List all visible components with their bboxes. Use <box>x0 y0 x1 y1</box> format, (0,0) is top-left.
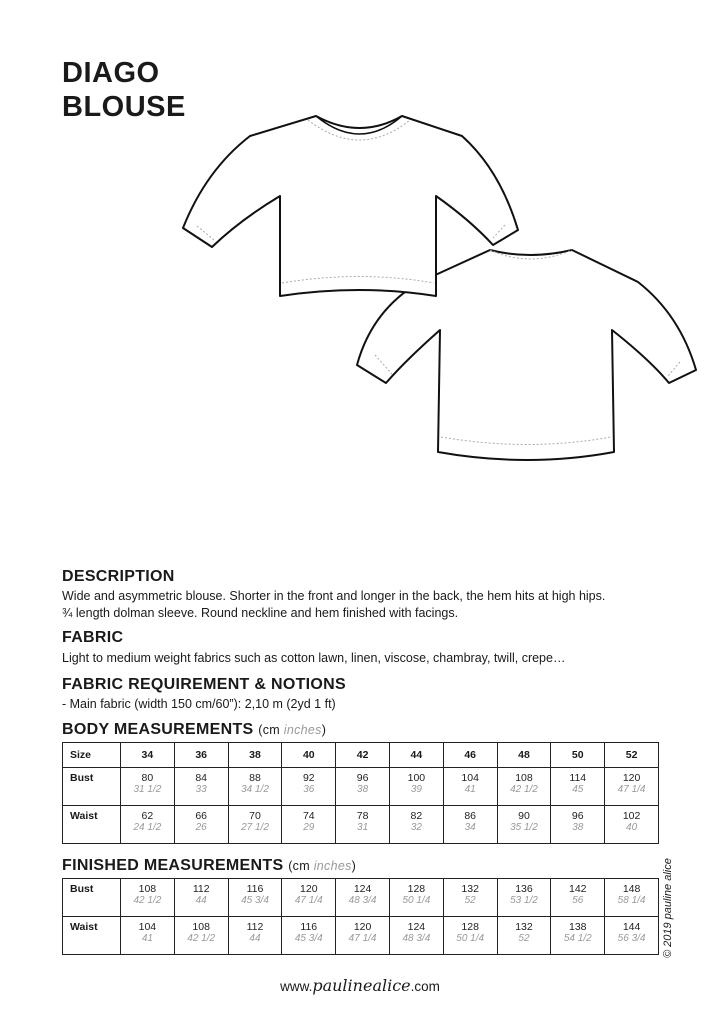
size-cell: 36 <box>174 743 228 768</box>
unit-open: (cm <box>288 859 314 873</box>
inch-value: 54 1/2 <box>563 933 592 944</box>
inch-value: 42 1/2 <box>187 933 216 944</box>
finished-measurements-table <box>62 878 659 955</box>
finished-measurements-heading <box>62 857 356 875</box>
cm-value: 114 <box>569 772 587 784</box>
cm-value: 88 <box>249 772 261 784</box>
inch-value: 36 <box>303 784 315 795</box>
inch-value: 35 1/2 <box>510 822 538 833</box>
size-cell: 34 <box>121 743 175 768</box>
cm-value: 80 <box>141 772 154 784</box>
inch-value: 47 1/4 <box>294 895 323 906</box>
measurement-cell <box>121 879 175 917</box>
inch-value: 47 1/4 <box>617 784 646 795</box>
size-cell: 48 <box>497 743 551 768</box>
inch-value: 41 <box>464 784 476 795</box>
cm-value: 112 <box>246 921 264 933</box>
description-heading: DESCRIPTION <box>62 568 175 585</box>
inch-value: 41 <box>141 933 153 944</box>
inch-value: 29 <box>303 822 315 833</box>
description-line-1: Wide and asymmetric blouse. Shorter in the front and longer in the back, the hem hits at high hips. <box>62 589 606 603</box>
measurement-cell <box>282 806 336 844</box>
cm-value: 66 <box>195 810 208 822</box>
finished-bust-row <box>63 879 659 917</box>
measurement-cell <box>174 879 228 917</box>
measurement-cell <box>443 879 497 917</box>
measurement-cell <box>497 917 551 955</box>
measurement-cell <box>605 879 659 917</box>
cm-value: 128 <box>461 921 479 933</box>
cm-value: 108 <box>138 883 157 895</box>
cm-value: 108 <box>192 921 210 933</box>
cm-value: 120 <box>622 772 641 784</box>
measurement-cell <box>228 768 282 806</box>
measurement-cell <box>228 917 282 955</box>
inch-value: 47 1/4 <box>348 933 377 944</box>
size-row <box>63 743 659 768</box>
measurement-cell <box>336 768 390 806</box>
measurement-cell <box>282 879 336 917</box>
inch-value: 48 3/4 <box>402 933 431 944</box>
size-cell: 44 <box>389 743 443 768</box>
cm-value: 132 <box>461 883 479 895</box>
cm-value: 74 <box>302 810 315 822</box>
measurement-cell <box>336 879 390 917</box>
cm-value: 148 <box>622 883 641 895</box>
finished-waist-row <box>63 917 659 955</box>
size-cell: 46 <box>443 743 497 768</box>
size-cell: 40 <box>282 743 336 768</box>
cm-value: 142 <box>569 883 587 895</box>
cm-value: 138 <box>569 921 587 933</box>
cm-value: 144 <box>622 921 641 933</box>
measurement-cell <box>497 879 551 917</box>
cm-value: 90 <box>518 810 530 822</box>
cm-value: 86 <box>464 810 477 822</box>
row-label: Waist <box>63 917 121 955</box>
cm-value: 62 <box>141 810 154 822</box>
website-suffix: .com <box>410 979 440 994</box>
description-line-2: ¾ length dolman sleeve. Round neckline and hem finished with facings. <box>62 606 459 620</box>
requirement-heading: FABRIC REQUIREMENT & NOTIONS <box>62 676 346 693</box>
measurement-cell <box>389 917 443 955</box>
cm-value: 124 <box>353 883 372 895</box>
body-heading-text: BODY MEASUREMENTS <box>62 721 254 738</box>
inch-value: 38 <box>357 784 369 795</box>
measurement-cell <box>389 768 443 806</box>
measurement-cell <box>551 806 605 844</box>
size-cell: 38 <box>228 743 282 768</box>
cm-value: 84 <box>195 772 208 784</box>
measurement-cell <box>443 917 497 955</box>
unit-close: ) <box>321 723 327 737</box>
body-measurements-table <box>62 742 659 844</box>
row-label: Bust <box>63 768 121 806</box>
fabric-text: Light to medium weight fabrics such as cotton lawn, linen, viscose, chambray, twill, crepe… <box>62 651 566 665</box>
measurement-cell <box>389 806 443 844</box>
row-label: Waist <box>63 806 121 844</box>
size-label: Size <box>63 743 121 768</box>
measurement-cell <box>605 917 659 955</box>
measurement-cell <box>121 806 175 844</box>
cm-value: 102 <box>622 810 641 822</box>
title-line-1: DIAGO <box>62 57 160 89</box>
row-label: Bust <box>63 879 121 917</box>
inch-value: 50 1/4 <box>402 895 431 906</box>
cm-value: 116 <box>246 883 264 895</box>
cm-value: 92 <box>302 772 315 784</box>
measurement-cell <box>228 879 282 917</box>
measurement-cell <box>389 879 443 917</box>
inch-value: 39 <box>410 784 422 795</box>
inch-value: 52 <box>464 895 476 906</box>
inch-value: 38 <box>572 822 584 833</box>
website-name: paulinealice <box>312 976 411 995</box>
unit-close: ) <box>351 859 357 873</box>
measurement-cell <box>228 806 282 844</box>
measurement-cell <box>443 806 497 844</box>
measurement-cell <box>282 917 336 955</box>
cm-value: 70 <box>249 810 261 822</box>
cm-value: 112 <box>192 883 210 895</box>
cm-value: 104 <box>138 921 157 933</box>
size-cell: 52 <box>605 743 659 768</box>
measurement-cell <box>174 768 228 806</box>
body-unit-label <box>258 723 326 737</box>
inch-value: 56 3/4 <box>617 933 646 944</box>
inch-value: 48 3/4 <box>348 895 377 906</box>
inch-value: 44 <box>195 895 207 906</box>
inch-value: 34 <box>464 822 476 833</box>
inch-value: 52 <box>518 933 530 944</box>
inch-value: 44 <box>249 933 261 944</box>
website-prefix: www. <box>280 979 313 994</box>
unit-inches: inches <box>283 723 322 737</box>
unit-inches: inches <box>313 859 352 873</box>
cm-value: 124 <box>407 921 426 933</box>
inch-value: 45 <box>572 784 584 795</box>
cm-value: 136 <box>515 883 533 895</box>
inch-value: 56 <box>572 895 584 906</box>
cm-value: 82 <box>410 810 423 822</box>
measurement-cell <box>497 768 551 806</box>
cm-value: 120 <box>300 883 318 895</box>
measurement-cell <box>174 917 228 955</box>
finished-unit-label <box>288 859 356 873</box>
size-cell: 42 <box>336 743 390 768</box>
cm-value: 116 <box>300 921 318 933</box>
inch-value: 31 <box>357 822 369 833</box>
fabric-heading: FABRIC <box>62 629 124 646</box>
measurement-cell <box>497 806 551 844</box>
inch-value: 58 1/4 <box>617 895 646 906</box>
measurement-cell <box>551 879 605 917</box>
inch-value: 53 1/2 <box>510 895 538 906</box>
inch-value: 33 <box>195 784 207 795</box>
inch-value: 32 <box>410 822 422 833</box>
inch-value: 42 1/2 <box>510 784 538 795</box>
inch-value: 24 1/2 <box>133 822 162 833</box>
inch-value: 50 1/4 <box>456 933 485 944</box>
body-waist-row <box>63 806 659 844</box>
inch-value: 26 <box>195 822 207 833</box>
requirement-text: - Main fabric (width 150 cm/60”): 2,10 m (2yd 1 ft) <box>62 697 336 711</box>
size-cell: 50 <box>551 743 605 768</box>
cm-value: 120 <box>353 921 372 933</box>
inch-value: 40 <box>626 822 638 833</box>
measurement-cell <box>336 806 390 844</box>
measurement-cell <box>443 768 497 806</box>
inch-value: 27 1/2 <box>241 822 269 833</box>
inch-value: 45 3/4 <box>241 895 269 906</box>
measurement-cell <box>605 768 659 806</box>
measurement-cell <box>174 806 228 844</box>
cm-value: 96 <box>356 772 369 784</box>
cm-value: 100 <box>407 772 426 784</box>
cm-value: 96 <box>571 810 584 822</box>
measurement-cell <box>121 917 175 955</box>
measurement-cell <box>551 768 605 806</box>
description-text <box>62 588 605 622</box>
finished-heading-text: FINISHED MEASUREMENTS <box>62 857 284 874</box>
cm-value: 128 <box>407 883 426 895</box>
cm-value: 132 <box>515 921 533 933</box>
measurement-cell <box>336 917 390 955</box>
measurement-cell <box>121 768 175 806</box>
copyright-notice: © 2019 pauline alice <box>662 858 674 958</box>
body-measurements-heading <box>62 721 326 739</box>
cm-value: 108 <box>515 772 533 784</box>
cm-value: 78 <box>356 810 369 822</box>
inch-value: 42 1/2 <box>133 895 162 906</box>
title-line-2: BLOUSE <box>62 91 186 123</box>
unit-open: (cm <box>258 723 284 737</box>
measurement-cell <box>551 917 605 955</box>
inch-value: 34 1/2 <box>241 784 269 795</box>
body-bust-row <box>63 768 659 806</box>
inch-value: 45 3/4 <box>294 933 323 944</box>
inch-value: 31 1/2 <box>133 784 162 795</box>
measurement-cell <box>282 768 336 806</box>
cm-value: 104 <box>461 772 479 784</box>
website-link[interactable] <box>0 976 720 995</box>
measurement-cell <box>605 806 659 844</box>
